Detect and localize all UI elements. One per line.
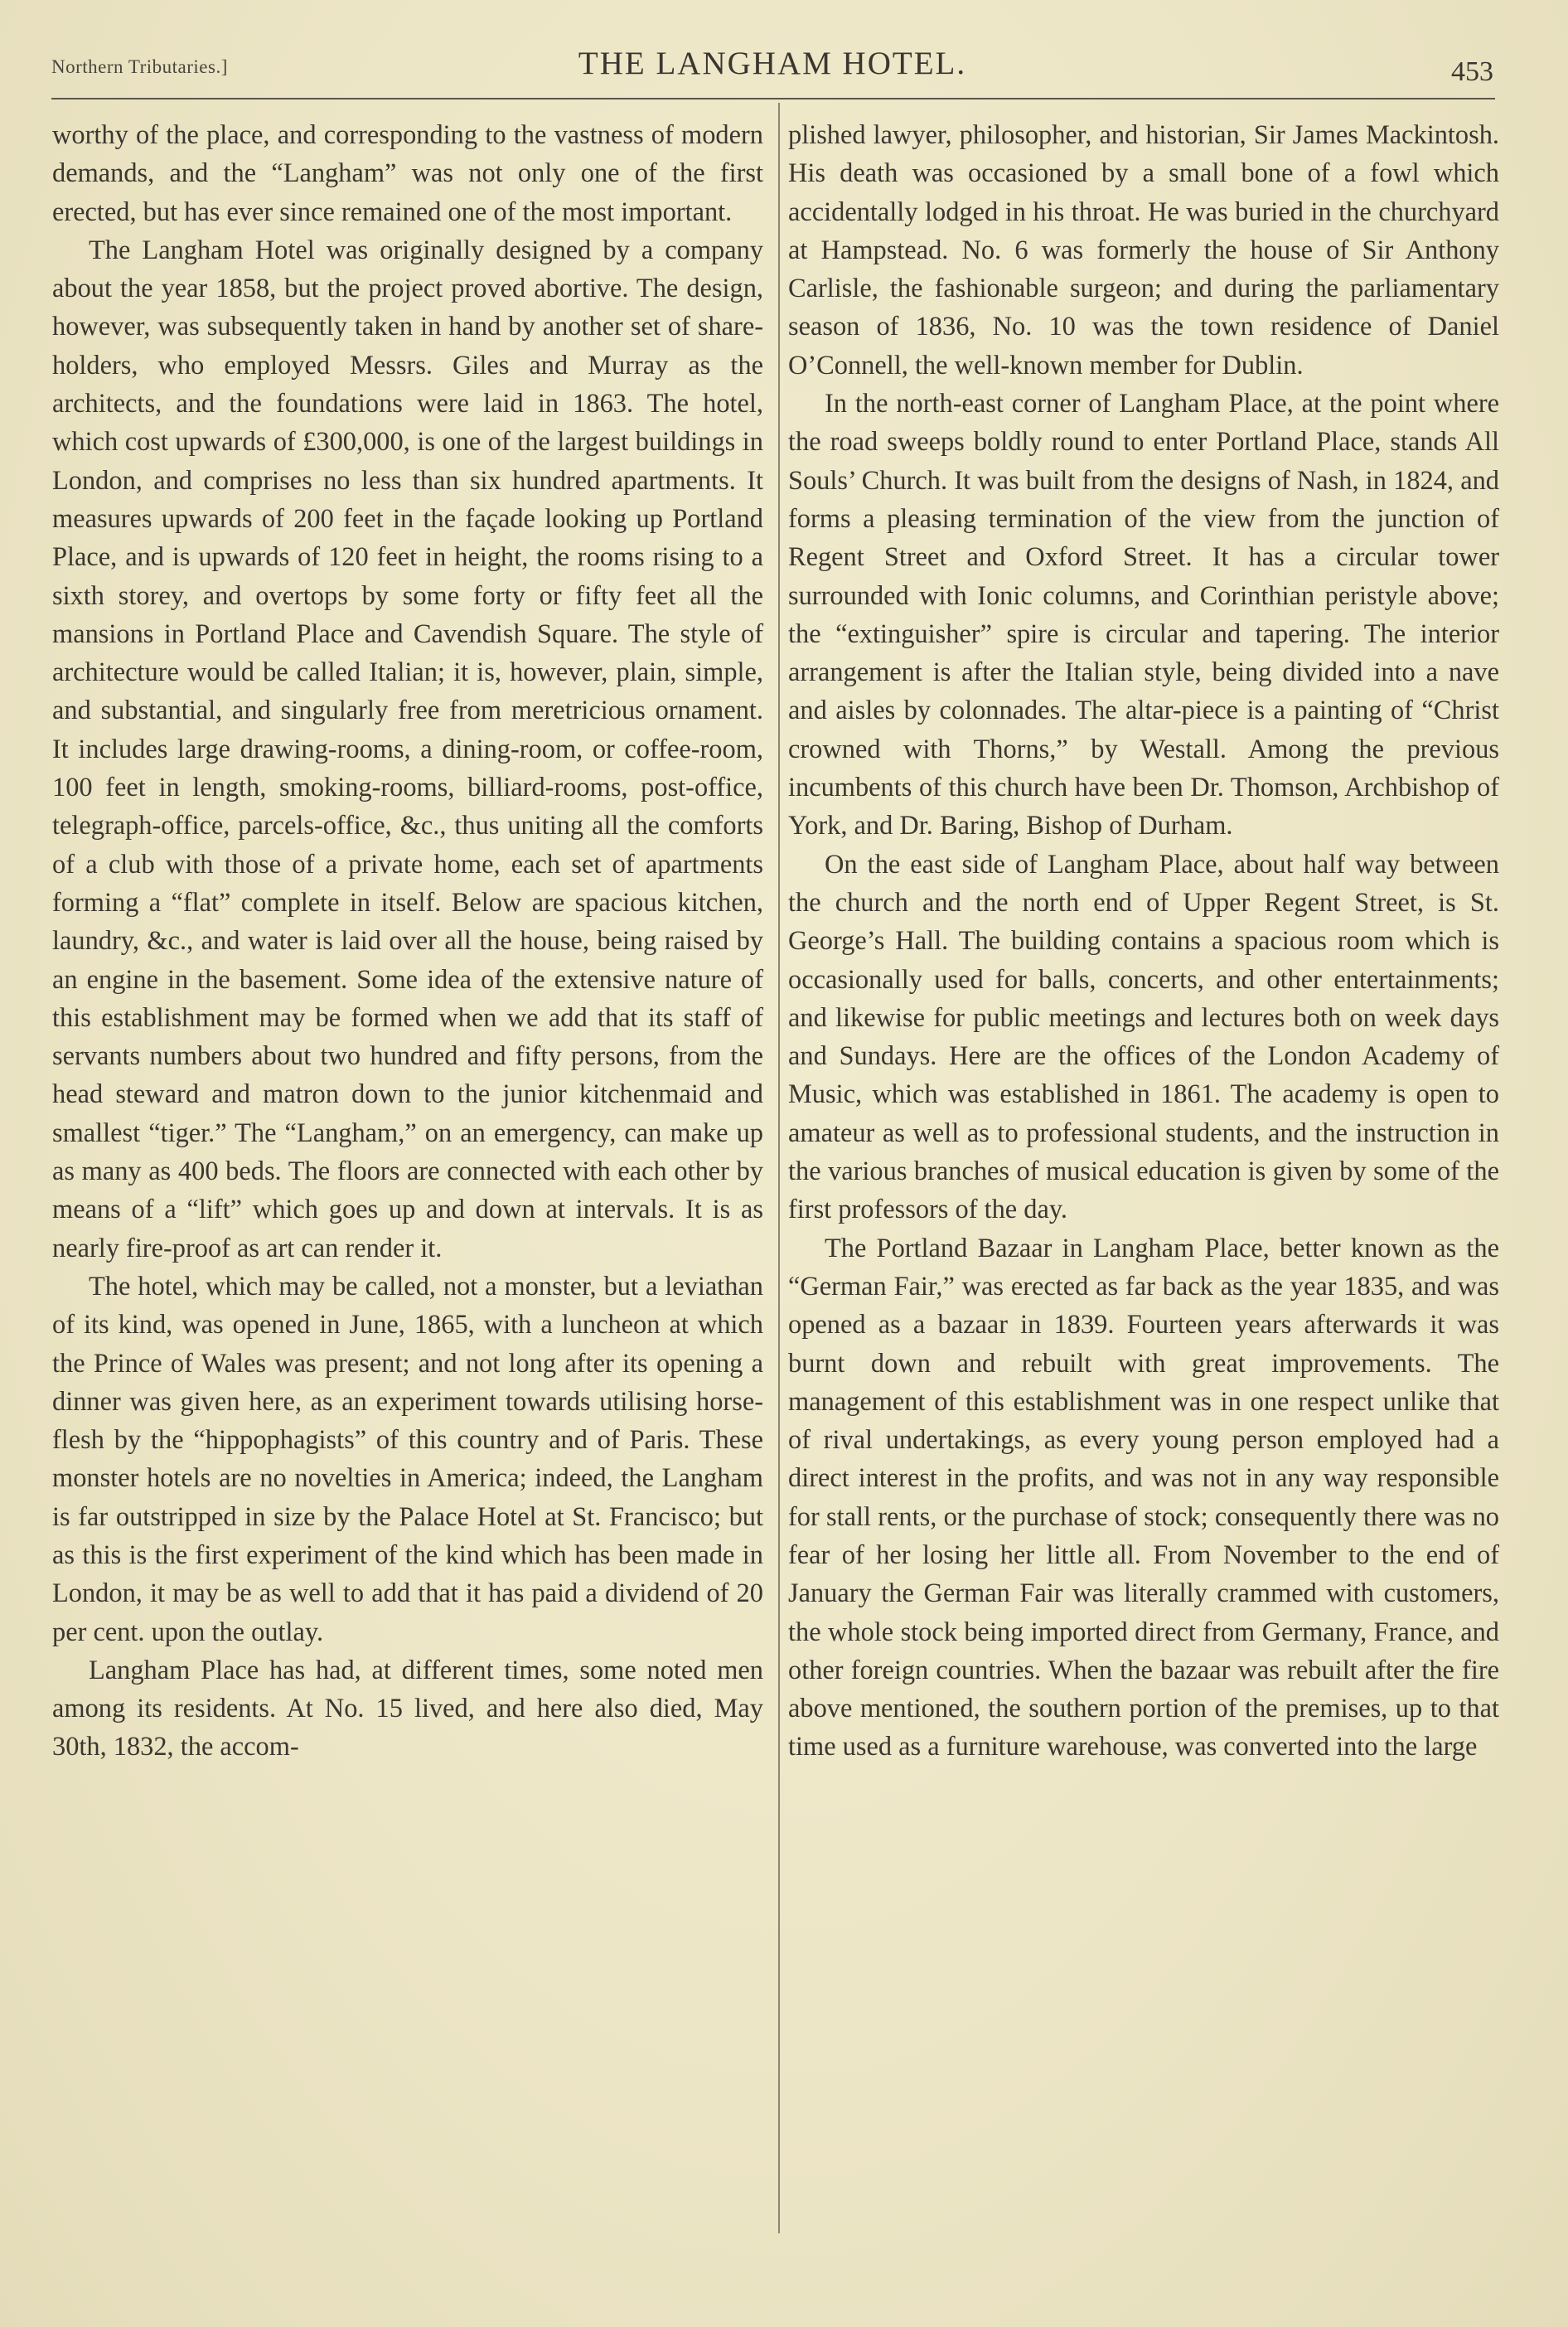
- paragraph: worthy of the place, and corresponding to the vastness of modern demands, and the “Langham” was not only one of the first erected, but has ever since remained one of the most important.: [52, 120, 763, 227]
- paragraph: The Langham Hotel was originally designed by a company about the year 1858, but the project proved abortive. The design, however, was subsequently taken in hand by another set of shareholders, who employed Messrs. Giles and Murray as the architects, and the foundations were laid in 1863. The hotel, which cost upwards of £300,000, is one of the largest buildings in London, and comprises no less than six hundred apartments. It measures upwards of 200 feet in the façade looking up Portland Place, and is upwards of 120 feet in height, the rooms rising to a sixth storey, and overtops by some forty or fifty feet all the mansions in Portland Place and Cavendish Square. The style of architecture would be called Italian; it is, however, plain, simple, and substantial, and singularly free from meretricious ornament. It includes large drawing-rooms, a dining-room, or coffee-room, 100 feet in length, smoking-rooms, billiard-rooms, post-office, telegraph-office, parcels-office, &c., thus uniting all the comforts of a club with those of a private home, each set of apartments forming a “flat” complete in itself. Below are spacious kitchen, laundry, &c., and water is laid over all the house, being raised by an engine in the basement. Some idea of the extensive nature of this establishment may be formed when we add that its staff of servants numbers about two hundred and fifty persons, from the head steward and matron down to the junior kitchenmaid and smallest “tiger.” The “Langham,” on an emergency, can make up as many as 400 beds. The floors are connected with each other by means of a “lift” which goes up and down at intervals. It is as nearly fire-proof as art can render it.: [52, 235, 763, 1263]
- page-title: THE LANGHAM HOTEL.: [578, 46, 967, 81]
- right-column: [788, 116, 1499, 1767]
- page-number: 453: [1451, 56, 1493, 87]
- paragraph: Langham Place has had, at different times, some noted men among its residents. At No. 15 lived, and here also died, May 30th, 1832, the accom-: [52, 1655, 763, 1762]
- paragraph: On the east side of Langham Place, about half way between the church and the north end of Upper Regent Street, is St. George’s Hall. The building contains a spacious room which is occasionally used for balls, concerts, and other entertainments; and likewise for public meetings and lectures both on week days and Sundays. Here are the offices of the London Academy of Music, which was established in 1861. The academy is open to amateur as well as to professional students, and the instruction in the various branches of musical education is given by some of the first professors of the day.: [788, 849, 1499, 1225]
- page-header: [51, 40, 1493, 98]
- column-divider: [778, 103, 780, 2233]
- header-rule: [51, 98, 1495, 99]
- paragraph: plished lawyer, philosopher, and historian, Sir James Mackintosh. His death was occasioned by a small bone of a fowl which accidentally lodged in his throat. He was buried in the churchyard at Hampstead. No. 6 was formerly the house of Sir Anthony Carlisle, the fashionable surgeon; and during the parliamentary season of 1836, No. 10 was the town residence of Daniel O’Connell, the well-known member for Dublin.: [788, 120, 1499, 381]
- running-head: Northern Tributaries.]: [51, 56, 228, 77]
- paragraph: The hotel, which may be called, not a monster, but a leviathan of its kind, was opened in June, 1865, with a luncheon at which the Prince of Wales was present; and not long after its opening a dinner was given here, as an experiment towards utilising horse-flesh by the “hippophagists” of this country and of Paris. These monster hotels are no novelties in America; indeed, the Langham is far outstripped in size by the Palace Hotel at St. Francisco; but as this is the first experiment of the kind which has been made in London, it may be as well to add that it has paid a dividend of 20 per cent. upon the outlay.: [52, 1271, 763, 1647]
- paragraph: The Portland Bazaar in Langham Place, better known as the “German Fair,” was erected as far back as the year 1835, and was opened as a bazaar in 1839. Fourteen years afterwards it was burnt down and rebuilt with great improvements. The management of this establishment was in one respect unlike that of rival undertakings, as every young person employed had a direct interest in the profits, and was not in any way responsible for stall rents, or the purchase of stock; consequently there was no fear of her losing her little all. From November to the end of January the German Fair was literally crammed with customers, the whole stock being imported direct from Germany, France, and other foreign countries. When the bazaar was rebuilt after the fire above mentioned, the southern portion of the premises, up to that time used as a furniture warehouse, was converted into the large: [788, 1233, 1499, 1762]
- paragraph: In the north-east corner of Langham Place, at the point where the road sweeps boldly round to enter Portland Place, stands All Souls’ Church. It was built from the designs of Nash, in 1824, and forms a pleasing termination of the view from the junction of Regent Street and Oxford Street. It has a circular tower surrounded with Ionic columns, and Corinthian peristyle above; the “extinguisher” spire is circular and tapering. The interior arrangement is after the Italian style, being divided into a nave and aisles by colonnades. The altar-piece is a painting of “Christ crowned with Thorns,” by Westall. Among the previous incumbents of this church have been Dr. Thomson, Archbishop of York, and Dr. Baring, Bishop of Durham.: [788, 389, 1499, 841]
- left-column: [52, 116, 763, 1767]
